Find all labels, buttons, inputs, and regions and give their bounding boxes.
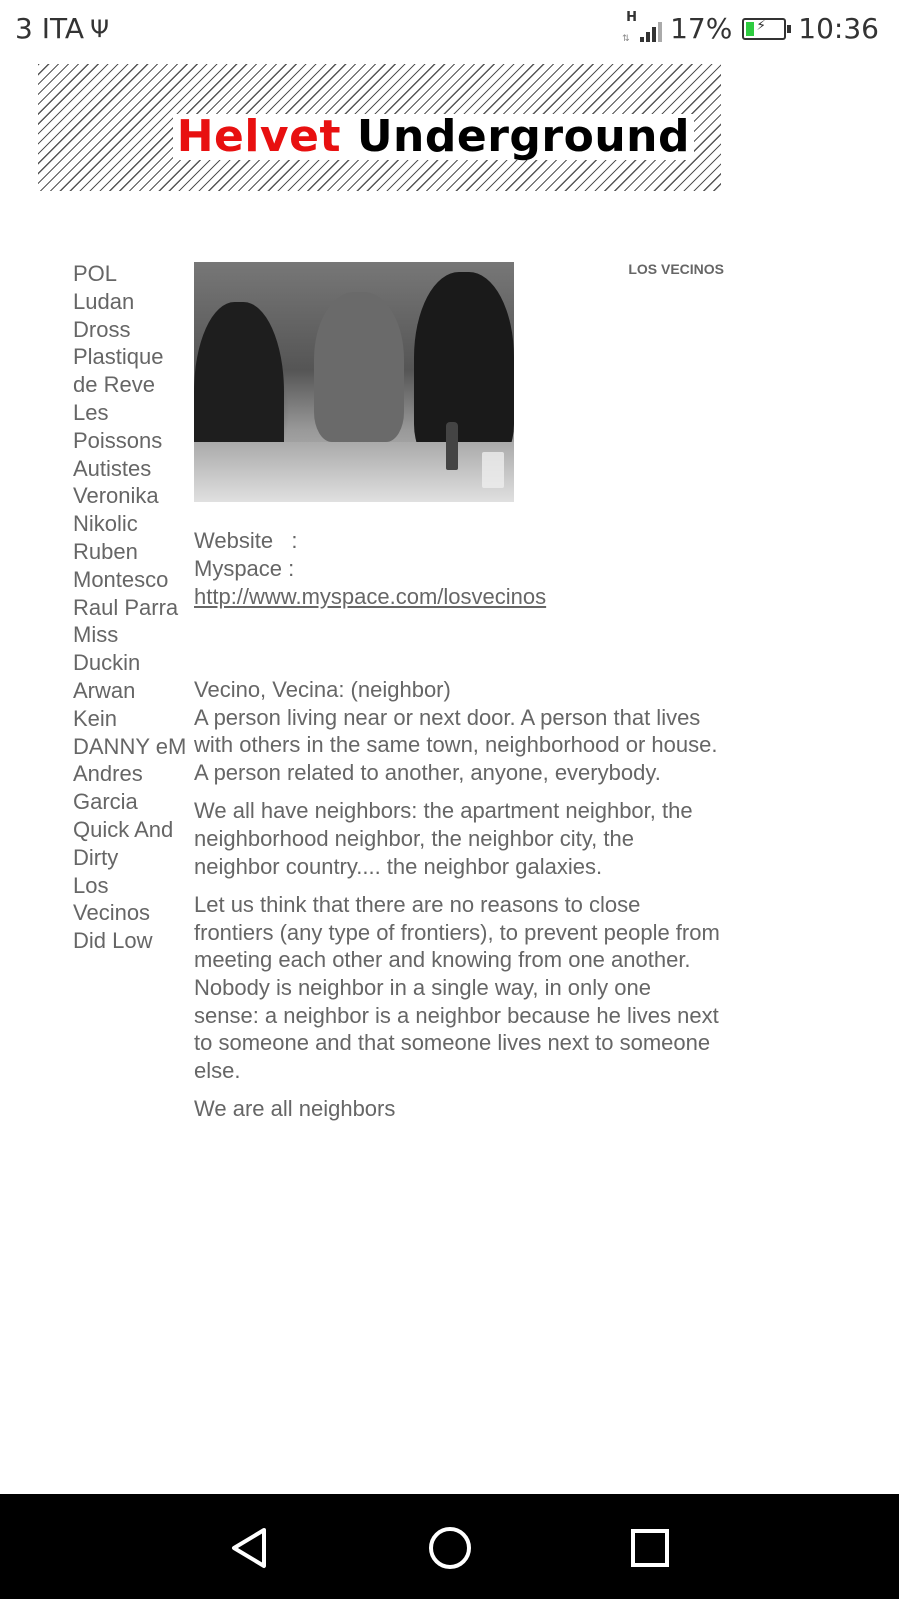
sidebar-link[interactable]: Miss	[73, 622, 119, 648]
sidebar-link[interactable]: Did Low	[73, 928, 153, 954]
sidebar-link[interactable]: Veronika	[73, 483, 159, 509]
sidebar-link[interactable]: POL	[73, 261, 118, 286]
sidebar-link[interactable]: Dirty	[73, 844, 119, 870]
data-arrows-icon: ⇅	[622, 33, 630, 44]
signal-icon	[622, 9, 662, 44]
article-paragraph: We are all neighbors	[194, 1096, 396, 1122]
status-left	[15, 12, 109, 45]
sidebar-link[interactable]: Vecinos	[73, 900, 151, 926]
usb-icon: Ψ	[90, 14, 109, 43]
article-paragraph: Vecino, Vecina: (neighbor) A person living near or next door. A person that lives with others in the same town, neighborhood or house. A person related to another, anyone, everybody.	[194, 677, 718, 785]
sidebar-link[interactable]: Los	[73, 872, 109, 898]
sidebar-link[interactable]: Ludan	[73, 288, 135, 314]
sidebar-link[interactable]: Les	[73, 399, 109, 425]
status-right	[622, 9, 879, 45]
site-title[interactable]	[173, 111, 694, 162]
site-banner[interactable]	[38, 64, 721, 191]
sidebar-link[interactable]: Ruben	[73, 538, 138, 564]
sidebar-link[interactable]: Andres	[73, 761, 143, 787]
section-title: LOS VECINOS	[628, 261, 724, 277]
sidebar-link[interactable]: Duckin	[73, 650, 141, 676]
sidebar-link[interactable]: Montesco	[73, 566, 169, 592]
sidebar-link[interactable]: Quick And	[73, 816, 174, 842]
sidebar-link[interactable]: DANNY eM	[73, 733, 187, 759]
band-photo	[194, 262, 514, 502]
home-circle-icon[interactable]	[426, 1524, 474, 1572]
signal-bars-icon	[640, 22, 662, 42]
recent-square-icon[interactable]	[626, 1524, 674, 1572]
carrier-label: 3 ITA	[15, 12, 85, 45]
battery-percent: 17%	[670, 12, 733, 45]
sidebar-link[interactable]: Poissons	[73, 427, 163, 453]
sidebar-link[interactable]: de Reve	[73, 372, 155, 398]
sidebar-link[interactable]: Raul Parra	[73, 594, 179, 620]
article-paragraph: Let us think that there are no reasons to close frontiers (any type of frontiers), to prevent people from meeting each other and knowing from one another. Nobody is neighbor in a single way, in only one sense: a neighbor is a neighbor because he lives next to someone and that someone lives next to someone else.	[194, 892, 720, 1083]
sidebar-link[interactable]: Autistes	[73, 455, 152, 481]
network-type-label: H	[626, 9, 637, 25]
myspace-link[interactable]: http://www.myspace.com/losvecinos	[194, 583, 547, 609]
status-bar	[0, 0, 899, 60]
sidebar-link[interactable]: Dross	[73, 316, 131, 342]
myspace-label: Myspace :	[194, 555, 295, 581]
band-links	[194, 527, 546, 610]
sidebar-link[interactable]: Plastique	[73, 344, 164, 370]
site-title-red: Helvet	[176, 111, 341, 162]
sidebar-link[interactable]: Garcia	[73, 789, 138, 815]
clock: 10:36	[798, 12, 879, 45]
website-label: Website :	[194, 528, 298, 553]
site-title-black: Underground	[356, 111, 690, 162]
sidebar-link[interactable]: Nikolic	[73, 511, 138, 537]
back-triangle-icon[interactable]	[226, 1524, 274, 1572]
sidebar-link[interactable]: Arwan	[73, 677, 136, 703]
artist-sidebar	[73, 260, 191, 955]
article-body	[194, 676, 724, 1134]
sidebar-link[interactable]: Kein	[73, 705, 118, 731]
battery-icon: ⚡	[742, 18, 786, 40]
system-nav-bar	[0, 1494, 899, 1599]
article-paragraph: We all have neighbors: the apartment neighbor, the neighborhood neighbor, the neighbor city, the neighbor country.... the neighbor galaxies.	[194, 798, 693, 879]
